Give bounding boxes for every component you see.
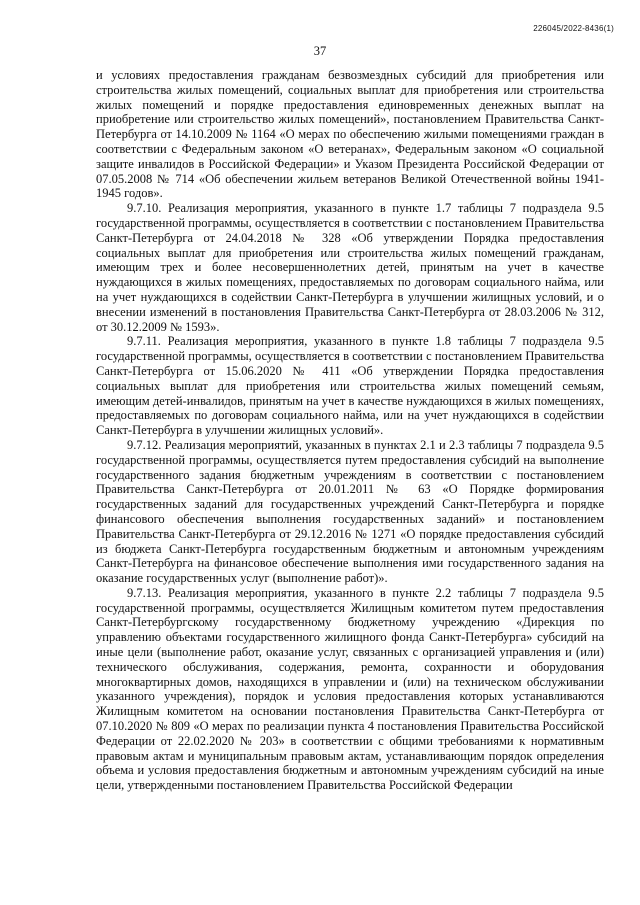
document-id: 226045/2022-8436(1) bbox=[533, 24, 614, 33]
paragraph-9-7-11: 9.7.11. Реализация мероприятия, указанного в пункте 1.8 таблицы 7 подраздела 9.5 государственной программы, осуществляется в соответствии с постановлением Правительства Санкт-Петербурга от 15.06.2020 № 411 «Об утверждении Порядка предоставления социальных выплат для приобретения или строительства жилых помещений семьям, имеющим детей-инвалидов, принятым на учет в качестве нуждающихся в жилых помещениях, предоставляемых по договорам социального найма, или на учет нуждающихся в содействии Санкт-Петербурга в улучшении жилищных условий». bbox=[96, 334, 604, 438]
paragraph-9-7-13: 9.7.13. Реализация мероприятия, указанного в пункте 2.2 таблицы 7 подраздела 9.5 государственной программы, осуществляется Жилищным комитетом путем предоставления Санкт-Петербургскому государственному бюджетному учреждению «Дирекция по управлению объектами государственного жилищного фонда Санкт-Петербурга» субсидий на иные цели (выполнение работ, оказание услуг, связанных с организацией управления и (или) технического обслуживания, содержания, ремонта, сохранности и оборудования многоквартирных домов, находящихся в управлении и (или) на техническом обслуживании указанного учреждения), порядок и условия предоставления которых устанавливаются Жилищным комитетом на основании постановления Правительства Санкт-Петербурга от 07.10.2020 № 809 «О мерах по реализации пункта 4 постановления Правительства Российской Федерации от 22.02.2020 № 203» в соответствии с общими требованиями к нормативным правовым актам и муниципальным правовым актам, устанавливающим порядок определения объема и условия предоставления бюджетным и автономным учреждениям субсидий на иные цели, утвержденными постановлением Правительства Российской Федерации bbox=[96, 585, 604, 793]
paragraph-continuation: и условиях предоставления гражданам безвозмездных субсидий для приобретения или строительства жилых помещений, социальных выплат для приобретения или строительства жилых помещений и порядке предоставления единовременных денежных выплат на приобретение или строительство жилых помещений», постановлением Правительства Санкт-Петербурга от 14.10.2009 № 1164 «О мерах по обеспечению жилыми помещениями граждан в соответствии с Федеральным законом «О ветеранах», Федеральным законом «О социальной защите инвалидов в Российской Федерации» и Указом Президента Российской Федерации от 07.05.2008 № 714 «Об обеспечении жильем ветеранов Великой Отечественной войны 1941-1945 годов». bbox=[96, 68, 604, 201]
paragraph-9-7-10: 9.7.10. Реализация мероприятия, указанного в пункте 1.7 таблицы 7 подраздела 9.5 государственной программы, осуществляется в соответствии с постановлением Правительства Санкт-Петербурга от 24.04.2018 № 328 «Об утверждении Порядка предоставления социальных выплат для приобретения или строительства жилых помещений гражданам, имеющим трех и более несовершеннолетних детей, принятым на учет в качестве нуждающихся в жилых помещениях, предоставляемых по договорам социального найма, или на учет нуждающихся в содействии Санкт-Петербурга в улучшении жилищных условий, и о внесении изменений в постановления Правительства Санкт-Петербурга от 28.03.2006 № 312, от 30.12.2009 № 1593». bbox=[96, 201, 604, 334]
body-text bbox=[96, 68, 604, 793]
paragraph-9-7-12: 9.7.12. Реализация мероприятий, указанных в пунктах 2.1 и 2.3 таблицы 7 подраздела 9.5 государственной программы, осуществляется путем предоставления субсидий на выполнение государственного задания бюджетным учреждениям в соответствии с постановлением Правительства Санкт-Петербурга от 20.01.2011 № 63 «О Порядке формирования государственных заданий для государственных учреждений Санкт-Петербурга и порядке финансового обеспечения выполнения государственных заданий» и постановлением Правительства Санкт-Петербурга от 29.12.2016 № 1271 «О порядке предоставления субсидий из бюджета Санкт-Петербурга государственным бюджетным и автономным учреждениям Санкт-Петербурга на финансовое обеспечение выполнения ими государственного задания на оказание государственных услуг (выполнение работ)». bbox=[96, 437, 604, 586]
page-number: 37 bbox=[313, 44, 327, 58]
